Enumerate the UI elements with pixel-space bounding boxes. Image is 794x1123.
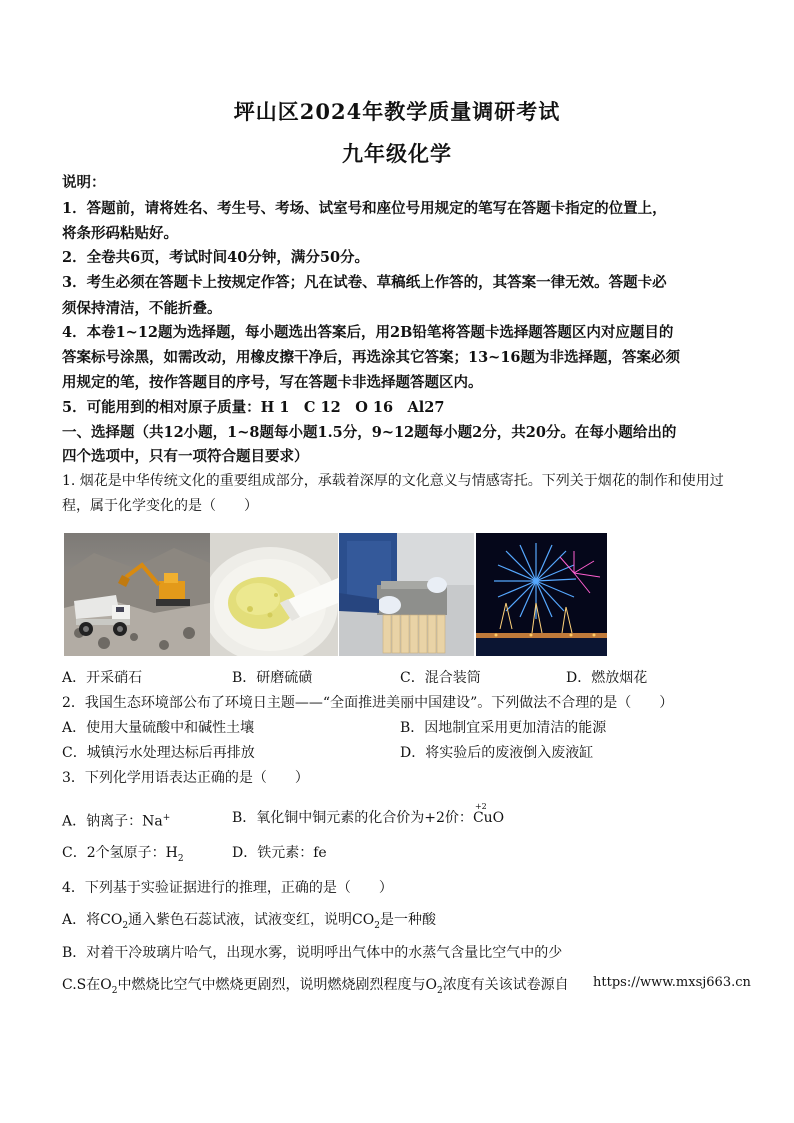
instruction-line: 1．答题前，请将姓名、考生号、考场、试室号和座位号用规定的笔写在答题卡指定的位置上，: [62, 200, 667, 217]
q4-option-c: C.S在$O_2$中燃烧比空气中燃烧更剧烈，说明燃烧剧烈程度与$O_2$浓度有关该试卷源自: [62, 977, 569, 996]
q1-option-d: D．燃放烟花: [566, 670, 648, 686]
q2-option-c: C．城镇污水处理达标后再排放: [62, 745, 255, 761]
instruction-line: 用规定的笔，按作答题目的序号，写在答题卡非选择题答题区内。: [62, 374, 483, 391]
tube-packing-photo: [339, 533, 474, 656]
instruction-line: 2．全卷共6页，考试时间40分钟，满分50分。: [62, 249, 370, 266]
mining-photo: [64, 533, 210, 656]
section-heading: 四个选项中，只有一项符合题目要求）: [62, 448, 309, 465]
fireworks-photo: [476, 533, 607, 656]
instructions-heading: 说明：: [62, 174, 106, 191]
instruction-line: 3．考生必须在答题卡上按规定作答；凡在试卷、草稿纸上作答的，其答案一律无效。答题卡必: [62, 274, 667, 291]
q4-option-b: B．对着干冷玻璃片哈气，出现水雾，说明呼出气体中的水蒸气含量比空气中的少: [62, 945, 563, 961]
exam-title: 坪山区2024年教学质量调研考试: [233, 99, 561, 124]
q1-option-a: A．开采硝石: [62, 670, 143, 686]
q1-option-b: B．研磨硫磺: [232, 670, 313, 686]
q2-option-b: B．因地制宜采用更加清洁的能源: [400, 720, 607, 736]
q3-option-c: C．2个氢原子：$H_2$: [62, 845, 184, 864]
exam-subtitle: 九年级化学: [342, 141, 452, 166]
q3-option-b: B．氧化铜中铜元素的化合价为+2价： +2 CuO: [232, 802, 505, 826]
instruction-line: 答案标号涂黑，如需改动，用橡皮擦干净后，再选涂其它答案；13~16题为非选择题，答案必须: [62, 349, 681, 366]
q4-option-a: A．将$CO_2$通入紫色石蕊试液，试液变红，说明$CO_2$是一种酸: [62, 912, 436, 931]
instruction-line: 4．本卷1~12题为选择题，每小题选出答案后，用2B铅笔将答题卡选择题答题区内对应题目的: [62, 324, 674, 341]
q3-option-d: D．铁元素：fe: [232, 845, 327, 861]
question-1-stem: 程，属于化学变化的是（ ）: [62, 498, 258, 514]
source-url[interactable]: https://www.mxsj663.cn: [593, 975, 751, 990]
instruction-line: 5．可能用到的相对原子质量：H 1 C 12 O 16 Al27: [62, 399, 445, 416]
q1-option-c: C．混合装筒: [400, 670, 481, 686]
section-heading: 一、选择题（共12小题，1~8题每小题1.5分，9~12题每小题2分，共20分。在每小题给出的: [62, 424, 677, 441]
q3-option-a: A．钠离子：Na+: [62, 813, 171, 830]
question-3-stem: 3．下列化学用语表达正确的是（ ）: [62, 770, 309, 786]
instruction-line: 将条形码粘贴好。: [62, 225, 178, 242]
question-1-stem: 1. 烟花是中华传统文化的重要组成部分，承载着深厚的文化意义与情感寄托。下列关于烟花的制作和使用过: [62, 473, 724, 489]
q2-option-d: D．将实验后的废液倒入废液缸: [400, 745, 594, 761]
instruction-line: 须保持清洁，不能折叠。: [62, 300, 222, 317]
question-4-stem: 4．下列基于实验证据进行的推理，正确的是（ ）: [62, 880, 393, 896]
sulfur-grinding-photo: [210, 533, 338, 656]
q2-option-a: A．使用大量硫酸中和碱性土壤: [62, 720, 255, 736]
question-2-stem: 2．我国生态环境部公布了环境日主题——“全面推进美丽中国建设”。下列做法不合理的是（ ）: [62, 695, 674, 711]
